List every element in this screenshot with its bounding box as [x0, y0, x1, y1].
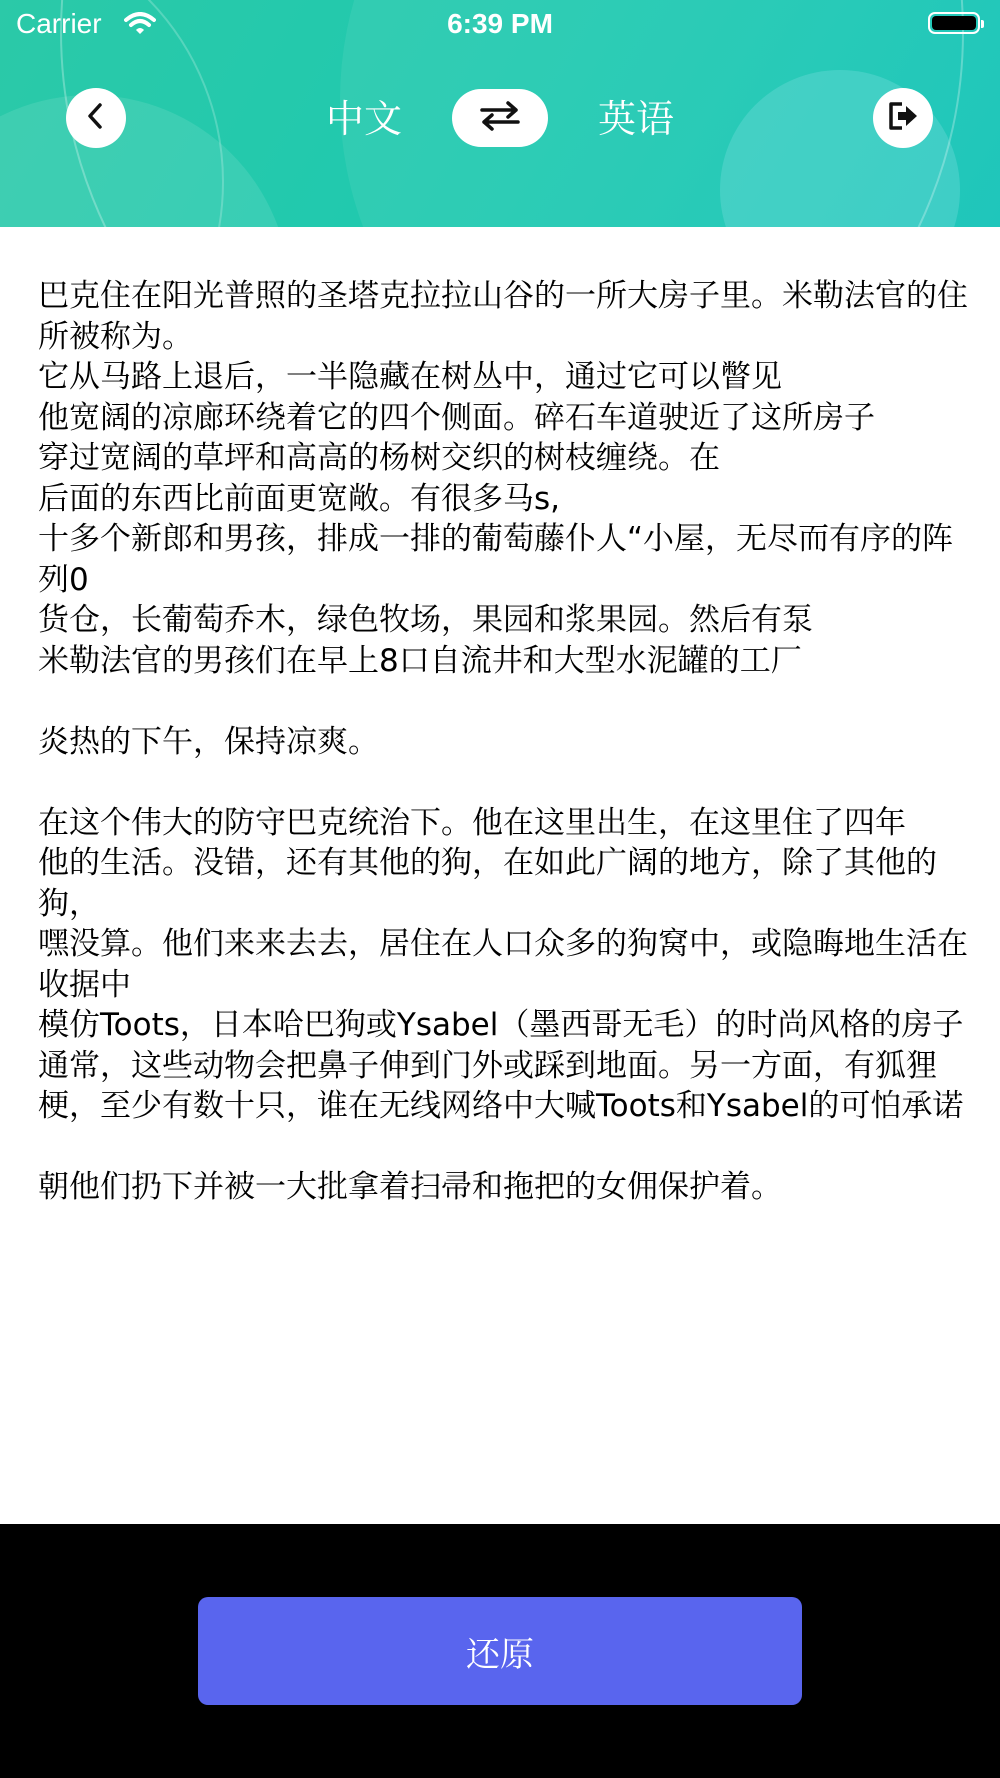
text-line: 通常，这些动物会把鼻子伸到门外或踩到地面。另一方面，有狐狸	[38, 1047, 937, 1084]
text-line: 梗，至少有数十只，谁在无线网络中大喊Toots和Ysabel的可怕承诺	[38, 1088, 964, 1124]
clock: 6:39 PM	[447, 8, 553, 39]
text-line: 巴克住在阳光普照的圣塔克拉拉山谷的一所大房子里。米勒法官的住所被称为。	[38, 278, 968, 355]
text-line: 后面的东西比前面更宽敞。有很多马s,	[38, 480, 561, 517]
swap-language-button[interactable]	[452, 89, 548, 147]
text-line: 穿过宽阔的草坪和高高的杨树交织的树枝缠绕。在	[38, 440, 720, 476]
text-line: 它从马路上退后，一半隐藏在树丛中，通过它可以瞥见	[38, 359, 782, 395]
status-bar	[0, 0, 1000, 50]
paragraph-gap	[38, 1127, 968, 1168]
paragraph-gap	[38, 762, 968, 803]
text-line: 米勒法官的男孩们在早上8口自流井和大型水泥罐的工厂	[38, 642, 802, 679]
text-line: 他的生活。没错，还有其他的狗，在如此广阔的地方，除了其他的狗，	[38, 845, 937, 922]
text-line: 他宽阔的凉廊环绕着它的四个侧面。碎石车道驶近了这所房子	[38, 399, 875, 436]
swap-arrows-icon	[478, 99, 522, 137]
paragraph-gap	[38, 681, 968, 722]
carrier-label: Carrier	[16, 8, 102, 39]
header-banner	[0, 0, 1000, 227]
battery-icon	[928, 12, 980, 34]
translated-text	[38, 276, 968, 1208]
text-line: 朝他们扔下并被一大批拿着扫帚和拖把的女佣保护着。	[38, 1169, 782, 1205]
target-language-button[interactable]: 英语	[597, 97, 674, 141]
source-language-button[interactable]: 中文	[325, 97, 402, 141]
exit-icon	[886, 99, 920, 137]
text-line: 货仓，长葡萄乔木，绿色牧场，果园和浆果园。然后有泵	[38, 602, 813, 638]
text-line: 嘿没算。他们来来去去，居住在人口众多的狗窝中，或隐晦地生活在收据中	[38, 926, 968, 1003]
restore-button[interactable]: 还原	[198, 1597, 802, 1705]
chevron-left-icon	[83, 101, 109, 135]
back-button[interactable]	[66, 88, 126, 148]
text-line: 在这个伟大的防守巴克统治下。他在这里出生，在这里住了四年	[38, 804, 906, 841]
text-line: 模仿Toots，日本哈巴狗或Ysabel（墨西哥无毛）的时尚风格的房子	[38, 1007, 964, 1043]
text-line: 炎热的下午，保持凉爽。	[38, 723, 379, 760]
exit-button[interactable]	[873, 88, 933, 148]
text-line: 十多个新郎和男孩，排成一排的葡萄藤仆人“小屋，无尽而有序的阵列0	[38, 521, 954, 598]
